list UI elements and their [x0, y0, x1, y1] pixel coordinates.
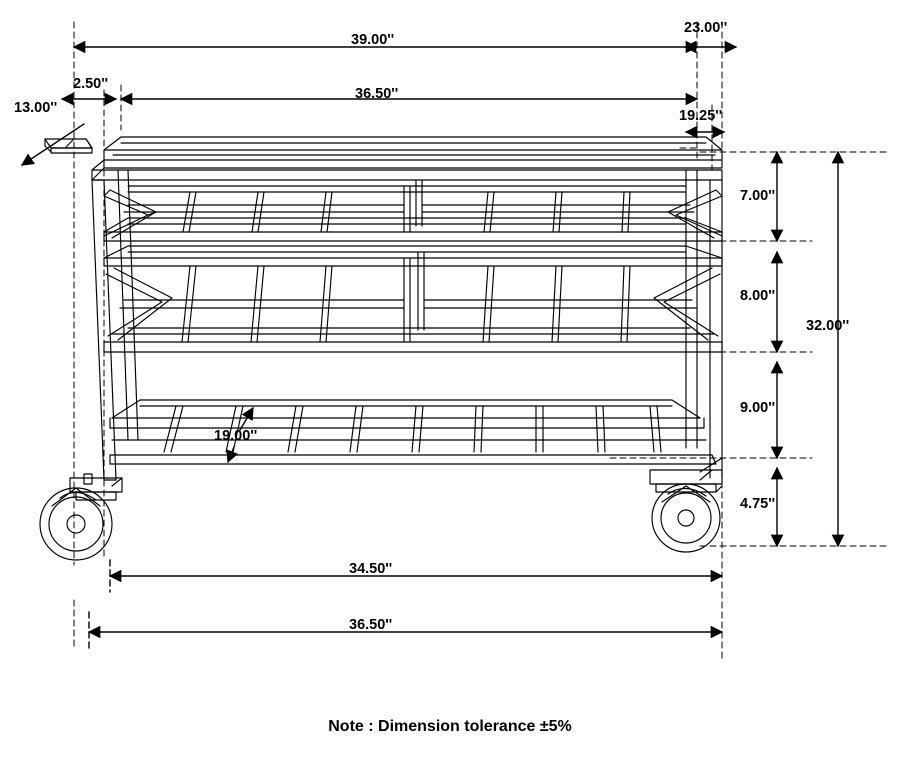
- dim-line-36p5-bottom: [89, 612, 722, 648]
- cart-body: [40, 137, 722, 560]
- dim-label-9: 9.00'': [740, 400, 776, 416]
- dim-label-13: 13.00'': [14, 100, 58, 116]
- extension-lines: [74, 22, 890, 660]
- dim-line-13: [22, 124, 84, 165]
- dim-label-8: 8.00'': [740, 288, 776, 304]
- dim-label-32: 32.00'': [806, 318, 850, 334]
- dim-label-19p25: 19.25'': [679, 108, 723, 124]
- dim-line-34p5: [110, 560, 722, 592]
- tolerance-note: Note : Dimension tolerance ±5%: [328, 718, 572, 735]
- dim-label-36p5-top: 36.50'': [355, 86, 399, 102]
- dim-label-2p5: 2.50'': [73, 76, 109, 92]
- dim-label-36p5-bottom: 36.50'': [349, 617, 393, 633]
- dim-label-34p5: 34.50'': [349, 561, 393, 577]
- dim-label-19: 19.00'': [214, 428, 258, 444]
- dim-label-7: 7.00'': [740, 188, 776, 204]
- dim-label-4p75: 4.75'': [740, 496, 776, 512]
- dim-label-39: 39.00'': [351, 32, 395, 48]
- dim-label-23: 23.00'': [684, 20, 728, 36]
